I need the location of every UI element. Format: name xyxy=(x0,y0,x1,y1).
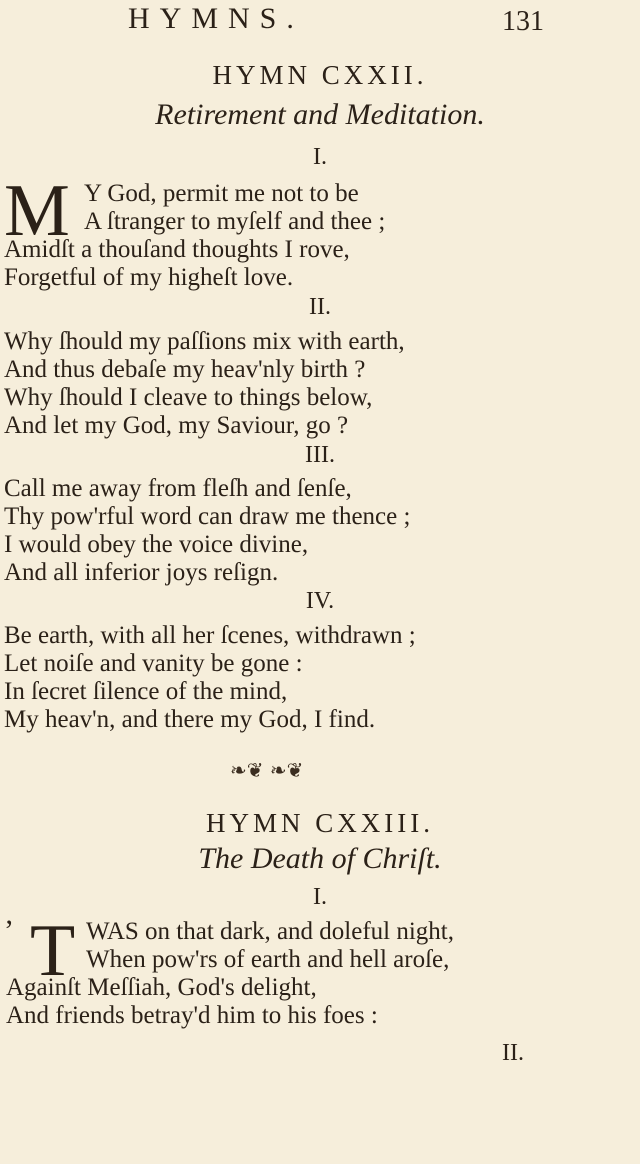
next-stanza-number: II. xyxy=(502,1040,524,1066)
hymn-subtitle: Retirement and Meditation. xyxy=(155,98,485,131)
verse-line: I would obey the voice divine, xyxy=(4,531,309,558)
verse-line: My heav'n, and there my God, I find. xyxy=(4,706,376,733)
stanza-number: I. xyxy=(313,144,327,170)
opening-quote: ’ xyxy=(4,914,14,947)
stanza-number: I. xyxy=(313,884,327,910)
hymn-title: HYMN CXXIII. xyxy=(206,808,434,838)
verse-line: And friends betray'd him to his foes : xyxy=(6,1002,378,1029)
verse-line: Why ſhould I cleave to things below, xyxy=(4,384,373,411)
verse-line: Be earth, with all her ſcenes, withdrawn ; xyxy=(4,622,416,649)
verse-line: Y God, permit me not to be xyxy=(84,180,359,207)
verse-line: Call me away from fleſh and ſenſe, xyxy=(4,475,352,502)
verse-line: Let noiſe and vanity be gone : xyxy=(4,650,303,677)
verse-line: Againſt Meſſiah, God's delight, xyxy=(6,974,317,1001)
verse-line: Why ſhould my paſſions mix with earth, xyxy=(4,328,405,355)
verse-line: In ſecret ſilence of the mind, xyxy=(4,678,288,705)
drop-cap: M xyxy=(4,170,70,252)
drop-cap: T xyxy=(30,910,76,992)
ornament-divider: ❧❦ ❧❦ xyxy=(230,758,304,782)
hymn-title: HYMN CXXII. xyxy=(212,60,428,90)
verse-line: Amidſt a thouſand thoughts I rove, xyxy=(4,236,350,263)
verse-line: Thy pow'rful word can draw me thence ; xyxy=(4,503,411,530)
hymn-subtitle: The Death of Chriſt. xyxy=(198,842,442,875)
verse-line: And thus debaſe my heav'nly birth ? xyxy=(4,356,366,383)
running-title: HYMNS. xyxy=(128,2,304,35)
verse-line: And all inferior joys reſign. xyxy=(4,559,279,586)
verse-line: And let my God, my Saviour, go ? xyxy=(4,412,349,439)
stanza-number: III. xyxy=(305,442,335,468)
verse-line: Forgetful of my higheſt love. xyxy=(4,264,294,291)
verse-line: When pow'rs of earth and hell aroſe, xyxy=(86,946,450,973)
page-number: 131 xyxy=(502,6,544,37)
stanza-number: IV. xyxy=(305,588,335,614)
page-header xyxy=(0,2,640,42)
verse-line: WAS on that dark, and doleful night, xyxy=(86,918,454,945)
stanza-number: II. xyxy=(309,294,331,320)
verse-line: A ſtranger to myſelf and thee ; xyxy=(84,208,386,235)
